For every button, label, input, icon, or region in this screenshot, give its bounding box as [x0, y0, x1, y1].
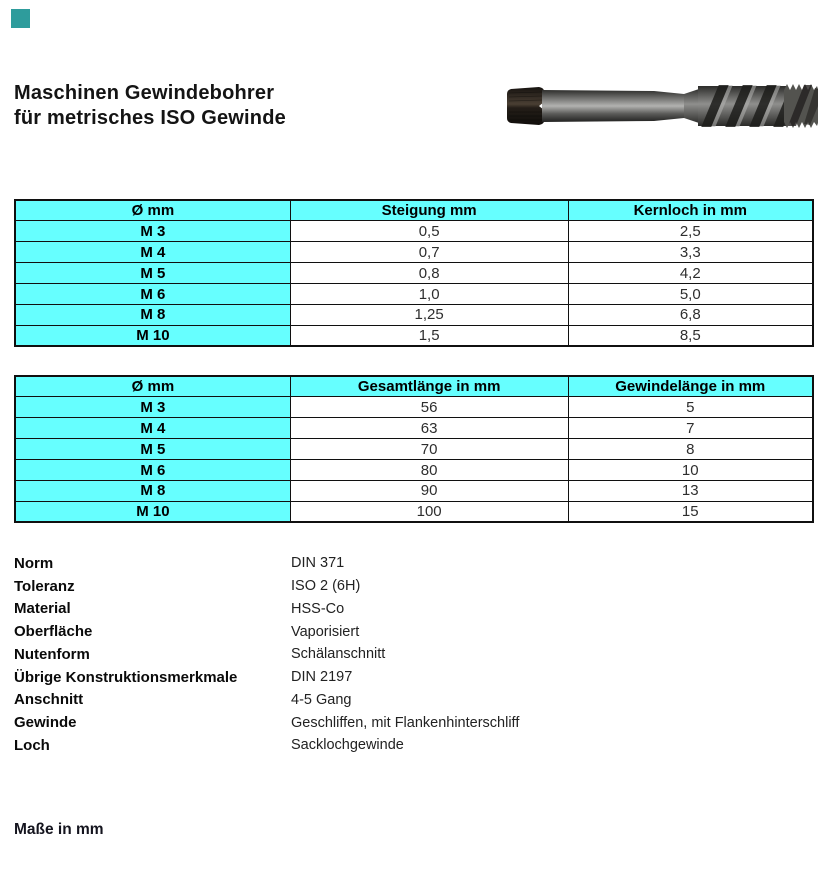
table-row [15, 221, 813, 242]
page-title-line2: für metrisches ISO Gewinde [14, 107, 286, 129]
table-row [15, 284, 813, 305]
spec-row [14, 643, 804, 666]
table-header-row [15, 200, 813, 221]
value-cell: 0,5 [290, 221, 568, 242]
spec-label: Loch [14, 736, 50, 754]
value-cell: 0,7 [290, 242, 568, 263]
size-cell: M 6 [15, 460, 290, 481]
value-cell: 80 [290, 460, 568, 481]
column-header-gewindelaenge: Gewindelänge in mm [568, 376, 813, 397]
length-table [14, 375, 814, 523]
value-cell: 0,8 [290, 263, 568, 284]
size-cell: M 10 [15, 501, 290, 522]
spec-row [14, 575, 804, 598]
table-row [15, 460, 813, 481]
table-row [15, 263, 813, 284]
value-cell: 5 [568, 397, 813, 418]
spec-value: Sacklochgewinde [291, 737, 404, 754]
spec-label: Oberfläche [14, 623, 93, 641]
spec-value: Schälanschnitt [291, 646, 386, 663]
table-row [15, 501, 813, 522]
table-row [15, 397, 813, 418]
value-cell: 3,3 [568, 242, 813, 263]
value-cell: 1,0 [290, 284, 568, 305]
value-cell: 15 [568, 501, 813, 522]
value-cell: 100 [290, 501, 568, 522]
value-cell: 7 [568, 418, 813, 439]
column-header-diameter: Ø mm [15, 200, 290, 221]
size-cell: M 3 [15, 221, 290, 242]
value-cell: 5,0 [568, 284, 813, 305]
size-cell: M 4 [15, 242, 290, 263]
value-cell: 8,5 [568, 325, 813, 346]
size-cell: M 6 [15, 284, 290, 305]
page-title [14, 81, 286, 131]
table-row [15, 325, 813, 346]
value-cell: 56 [290, 397, 568, 418]
spec-label: Nutenform [14, 645, 90, 663]
table-row [15, 242, 813, 263]
table-row [15, 304, 813, 325]
value-cell: 8 [568, 439, 813, 460]
spec-value: ISO 2 (6H) [291, 578, 361, 595]
spec-label: Gewinde [14, 714, 77, 732]
table-row [15, 418, 813, 439]
spec-row [14, 734, 804, 757]
value-cell: 63 [290, 418, 568, 439]
spec-value: Vaporisiert [291, 623, 360, 640]
value-cell: 6,8 [568, 304, 813, 325]
size-cell: M 4 [15, 418, 290, 439]
size-cell: M 3 [15, 397, 290, 418]
value-cell: 90 [290, 480, 568, 501]
size-cell: M 8 [15, 304, 290, 325]
column-header-kernloch: Kernloch in mm [568, 200, 813, 221]
dimensions-note: Maße in mm [14, 821, 104, 838]
spec-label: Anschnitt [14, 691, 84, 709]
table-row [15, 480, 813, 501]
value-cell: 13 [568, 480, 813, 501]
table-row [15, 439, 813, 460]
thread-pitch-table [14, 199, 814, 347]
spec-row [14, 711, 804, 734]
spec-label: Norm [14, 554, 54, 572]
column-header-diameter: Ø mm [15, 376, 290, 397]
size-cell: M 5 [15, 263, 290, 284]
value-cell: 2,5 [568, 221, 813, 242]
spec-label: Übrige Konstruktionsmerkmale [14, 668, 238, 686]
spec-label: Toleranz [14, 577, 75, 595]
column-header-gesamtlaenge: Gesamtlänge in mm [290, 376, 568, 397]
spec-value: DIN 2197 [291, 669, 353, 686]
spec-row [14, 598, 804, 621]
spec-label: Material [14, 600, 71, 618]
value-cell: 1,25 [290, 304, 568, 325]
value-cell: 70 [290, 439, 568, 460]
spec-value: 4-5 Gang [291, 691, 352, 708]
machine-tap-photo [504, 76, 822, 136]
size-cell: M 8 [15, 480, 290, 501]
value-cell: 4,2 [568, 263, 813, 284]
table-header-row [15, 376, 813, 397]
size-cell: M 10 [15, 325, 290, 346]
spec-row [14, 620, 804, 643]
spec-row [14, 552, 804, 575]
spec-value: Geschliffen, mit Flankenhinterschliff [291, 714, 520, 731]
teal-square-logo [11, 9, 30, 28]
value-cell: 1,5 [290, 325, 568, 346]
specifications-list [14, 552, 804, 757]
page-title-line1: Maschinen Gewindebohrer [14, 82, 275, 104]
column-header-steigung: Steigung mm [290, 200, 568, 221]
size-cell: M 5 [15, 439, 290, 460]
spec-row [14, 666, 804, 689]
spec-row [14, 689, 804, 712]
value-cell: 10 [568, 460, 813, 481]
spec-value: DIN 371 [291, 555, 345, 572]
spec-value: HSS-Co [291, 600, 345, 617]
